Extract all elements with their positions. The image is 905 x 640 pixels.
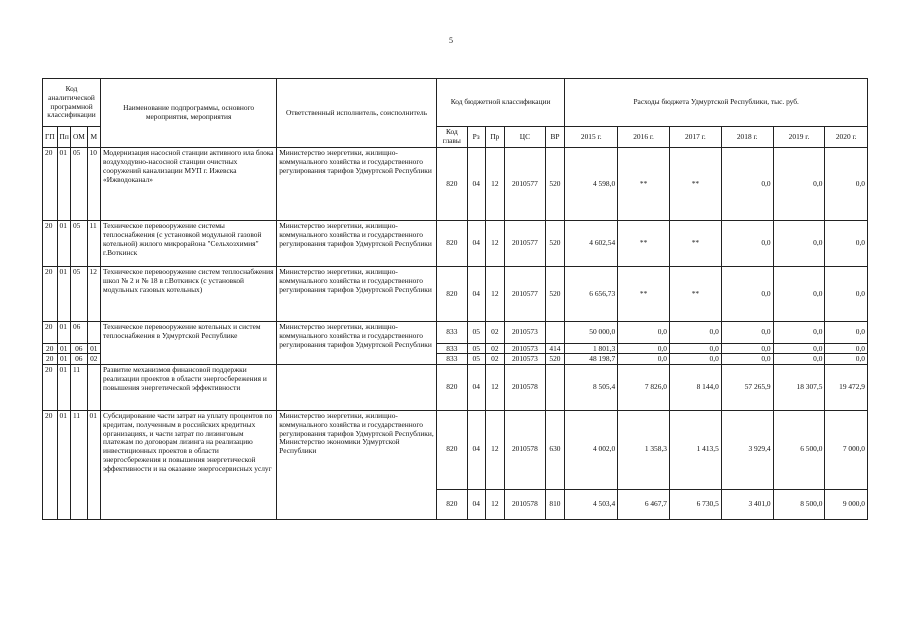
cell-kod-glavy: 820 — [436, 489, 467, 519]
header-year-2016: 2016 г. — [618, 127, 670, 148]
header-executor: Ответственный исполнитель, соисполнитель — [277, 79, 437, 148]
cell-2020: 0,0 — [825, 322, 868, 344]
table-row — [43, 221, 868, 267]
cell-2017: 1 413,5 — [669, 410, 721, 489]
cell-rz: 04 — [467, 148, 485, 221]
cell-rz: 04 — [467, 410, 485, 489]
cell-gp: 20 — [43, 221, 58, 267]
cell-2016: ** — [618, 267, 670, 322]
table-row — [43, 267, 868, 322]
cell-om: 06 — [70, 344, 87, 354]
cell-kod-glavy: 820 — [436, 267, 467, 322]
cell-2019: 0,0 — [773, 267, 825, 322]
cell-name: Техническое перевооружение котельных и систем теплоснабжения в Удмуртской Республике — [101, 322, 277, 365]
cell-2019: 0,0 — [773, 344, 825, 354]
cell-2016: 7 826,0 — [618, 364, 670, 410]
cell-gp: 20 — [43, 354, 58, 364]
cell-vr — [545, 322, 565, 344]
cell-2015: 4 002,0 — [565, 410, 618, 489]
header-year-2017: 2017 г. — [669, 127, 721, 148]
cell-2016: 6 467,7 — [618, 489, 670, 519]
cell-2015: 50 000,0 — [565, 322, 618, 344]
cell-cs: 2010577 — [505, 221, 545, 267]
cell-2016: 0,0 — [618, 344, 670, 354]
cell-m: 12 — [87, 267, 101, 322]
cell-2020: 9 000,0 — [825, 489, 868, 519]
cell-rz: 04 — [467, 489, 485, 519]
cell-2015: 8 505,4 — [565, 364, 618, 410]
cell-cs: 2010578 — [505, 364, 545, 410]
cell-m: 10 — [87, 148, 101, 221]
cell-om: 06 — [70, 354, 87, 364]
cell-m: 01 — [87, 344, 101, 354]
cell-kod-glavy: 833 — [436, 344, 467, 354]
header-cs: ЦС — [505, 127, 545, 148]
cell-2020: 0,0 — [825, 148, 868, 221]
cell-om: 05 — [70, 221, 87, 267]
cell-pr: 12 — [485, 148, 505, 221]
cell-cs: 2010578 — [505, 410, 545, 489]
cell-2015: 6 656,73 — [565, 267, 618, 322]
table-row — [43, 148, 868, 221]
cell-name: Субсидирование части затрат на уплату процентов по кредитам, полученным в российских кредитных организациях, и части затрат по лизинговым платежам по договорам лизинга на реализацию инвестиционных проектов в области энергосбережения и повышения энергетической эффективности и на оказание энергосервисных услуг — [101, 410, 277, 519]
cell-executor: Министерство энергетики, жилищно-коммунального хозяйства и государственного регулирования тарифов Удмуртской Республики — [277, 322, 437, 365]
cell-2020: 0,0 — [825, 344, 868, 354]
header-om: ОМ — [70, 127, 87, 148]
cell-pp: 01 — [57, 354, 70, 364]
cell-gp: 20 — [43, 322, 58, 344]
cell-2020: 0,0 — [825, 354, 868, 364]
budget-table — [42, 78, 868, 520]
cell-2020: 0,0 — [825, 221, 868, 267]
cell-pr: 02 — [485, 322, 505, 344]
cell-pp: 01 — [57, 322, 70, 344]
cell-gp: 20 — [43, 267, 58, 322]
cell-cs: 2010573 — [505, 344, 545, 354]
cell-2017: 0,0 — [669, 344, 721, 354]
header-expenses: Расходы бюджета Удмуртской Республики, тыс. руб. — [565, 79, 868, 127]
header-kod-glavy: Код главы — [436, 127, 467, 148]
cell-2018: 0,0 — [721, 322, 773, 344]
cell-2018: 0,0 — [721, 148, 773, 221]
cell-m — [87, 364, 101, 410]
cell-om: 05 — [70, 267, 87, 322]
cell-pr: 12 — [485, 267, 505, 322]
header-m: М — [87, 127, 101, 148]
cell-pr: 12 — [485, 489, 505, 519]
cell-2019: 0,0 — [773, 322, 825, 344]
cell-m: 02 — [87, 354, 101, 364]
cell-rz: 04 — [467, 221, 485, 267]
cell-executor: Министерство энергетики, жилищно-коммунального хозяйства и государственного регулирования тарифов Удмуртской Республики — [277, 148, 437, 221]
cell-pr: 12 — [485, 364, 505, 410]
cell-vr: 810 — [545, 489, 565, 519]
cell-2016: 1 358,3 — [618, 410, 670, 489]
cell-gp: 20 — [43, 410, 58, 519]
cell-2015: 4 602,54 — [565, 221, 618, 267]
cell-2018: 3 401,0 — [721, 489, 773, 519]
cell-2018: 0,0 — [721, 354, 773, 364]
cell-2016: 0,0 — [618, 322, 670, 344]
cell-cs: 2010577 — [505, 267, 545, 322]
cell-2017: 6 730,5 — [669, 489, 721, 519]
cell-gp: 20 — [43, 148, 58, 221]
cell-2016: ** — [618, 148, 670, 221]
cell-pp: 01 — [57, 410, 70, 519]
cell-2019: 0,0 — [773, 221, 825, 267]
table-row — [43, 410, 868, 489]
cell-2017: 0,0 — [669, 322, 721, 344]
header-year-2019: 2019 г. — [773, 127, 825, 148]
cell-executor: Министерство энергетики, жилищно-коммунального хозяйства и государственного регулирования тарифов Удмуртской Республики — [277, 267, 437, 322]
header-gp: ГП — [43, 127, 58, 148]
table-row — [43, 322, 868, 344]
cell-executor: Министерство энергетики, жилищно-коммунального хозяйства и государственного регулирования тарифов Удмуртской Республики, Министерство экономики Удмуртской Республики — [277, 410, 437, 519]
cell-2019: 0,0 — [773, 148, 825, 221]
cell-2017: ** — [669, 148, 721, 221]
cell-cs: 2010578 — [505, 489, 545, 519]
cell-2018: 0,0 — [721, 344, 773, 354]
cell-2019: 8 500,0 — [773, 489, 825, 519]
cell-2017: ** — [669, 267, 721, 322]
cell-pr: 02 — [485, 354, 505, 364]
cell-2020: 19 472,9 — [825, 364, 868, 410]
cell-cs: 2010573 — [505, 354, 545, 364]
cell-2019: 0,0 — [773, 354, 825, 364]
table-row — [43, 364, 868, 410]
header-analytic-code: Код аналитической программной классификации — [43, 79, 101, 127]
cell-kod-glavy: 820 — [436, 221, 467, 267]
cell-2016: ** — [618, 221, 670, 267]
header-year-2020: 2020 г. — [825, 127, 868, 148]
cell-cs: 2010573 — [505, 322, 545, 344]
header-vr: ВР — [545, 127, 565, 148]
cell-2015: 48 198,7 — [565, 354, 618, 364]
cell-vr: 414 — [545, 344, 565, 354]
cell-2018: 0,0 — [721, 221, 773, 267]
cell-2015: 1 801,3 — [565, 344, 618, 354]
cell-cs: 2010577 — [505, 148, 545, 221]
table-header-row — [43, 79, 868, 127]
cell-pr: 12 — [485, 221, 505, 267]
cell-2017: ** — [669, 221, 721, 267]
cell-2017: 0,0 — [669, 354, 721, 364]
cell-2018: 0,0 — [721, 267, 773, 322]
cell-rz: 05 — [467, 344, 485, 354]
cell-2018: 57 265,9 — [721, 364, 773, 410]
cell-om: 06 — [70, 322, 87, 344]
cell-vr: 520 — [545, 221, 565, 267]
page-number: 5 — [449, 36, 453, 45]
cell-m — [87, 322, 101, 344]
header-pr: Пр — [485, 127, 505, 148]
cell-name: Техническое перевооружение систем теплоснабжения школ № 2 и № 18 в г.Воткинск (с установкой модульных газовых котельных) — [101, 267, 277, 322]
cell-kod-glavy: 820 — [436, 410, 467, 489]
cell-kod-glavy: 833 — [436, 354, 467, 364]
cell-rz: 05 — [467, 354, 485, 364]
cell-vr: 520 — [545, 267, 565, 322]
cell-rz: 04 — [467, 364, 485, 410]
cell-vr: 520 — [545, 148, 565, 221]
cell-pp: 01 — [57, 148, 70, 221]
cell-2020: 0,0 — [825, 267, 868, 322]
cell-om: 05 — [70, 148, 87, 221]
cell-om: 11 — [70, 410, 87, 519]
cell-vr — [545, 364, 565, 410]
cell-name: Развитие механизмов финансовой поддержки реализации проектов в области энергосбережения и повышения энергетической эффективности — [101, 364, 277, 410]
cell-kod-glavy: 820 — [436, 364, 467, 410]
cell-kod-glavy: 820 — [436, 148, 467, 221]
cell-2019: 6 500,0 — [773, 410, 825, 489]
cell-om: 11 — [70, 364, 87, 410]
cell-pp: 01 — [57, 267, 70, 322]
header-year-2018: 2018 г. — [721, 127, 773, 148]
cell-executor: Министерство энергетики, жилищно-коммунального хозяйства и государственного регулирования тарифов Удмуртской Республики — [277, 221, 437, 267]
cell-2019: 18 307,5 — [773, 364, 825, 410]
cell-pr: 02 — [485, 344, 505, 354]
cell-pr: 12 — [485, 410, 505, 489]
cell-vr: 630 — [545, 410, 565, 489]
cell-2015: 4 503,4 — [565, 489, 618, 519]
cell-gp: 20 — [43, 344, 58, 354]
cell-name: Модернизация насосной станции активного ила блока воздуходувно-насосной станции очистных сооружений канализации МУП г. Ижевска «Ижводоканал» — [101, 148, 277, 221]
cell-2016: 0,0 — [618, 354, 670, 364]
header-budget-code: Код бюджетной классификации — [436, 79, 565, 127]
cell-m: 01 — [87, 410, 101, 519]
cell-2020: 7 000,0 — [825, 410, 868, 489]
cell-rz: 04 — [467, 267, 485, 322]
cell-m: 11 — [87, 221, 101, 267]
cell-gp: 20 — [43, 364, 58, 410]
header-rz: Рз — [467, 127, 485, 148]
cell-name: Техническое перевооружение системы теплоснабжения (с установкой модульной газовой котельной) жилого микрорайона "Сельхозхимия" г.Воткинск — [101, 221, 277, 267]
cell-executor — [277, 364, 437, 410]
cell-vr: 520 — [545, 354, 565, 364]
cell-2015: 4 598,0 — [565, 148, 618, 221]
cell-pp: 01 — [57, 364, 70, 410]
cell-2018: 3 929,4 — [721, 410, 773, 489]
header-pp: Пп — [57, 127, 70, 148]
header-year-2015: 2015 г. — [565, 127, 618, 148]
cell-2017: 8 144,0 — [669, 364, 721, 410]
cell-pp: 01 — [57, 344, 70, 354]
header-name: Наименование подпрограммы, основного мероприятия, мероприятия — [101, 79, 277, 148]
cell-rz: 05 — [467, 322, 485, 344]
cell-kod-glavy: 833 — [436, 322, 467, 344]
cell-pp: 01 — [57, 221, 70, 267]
